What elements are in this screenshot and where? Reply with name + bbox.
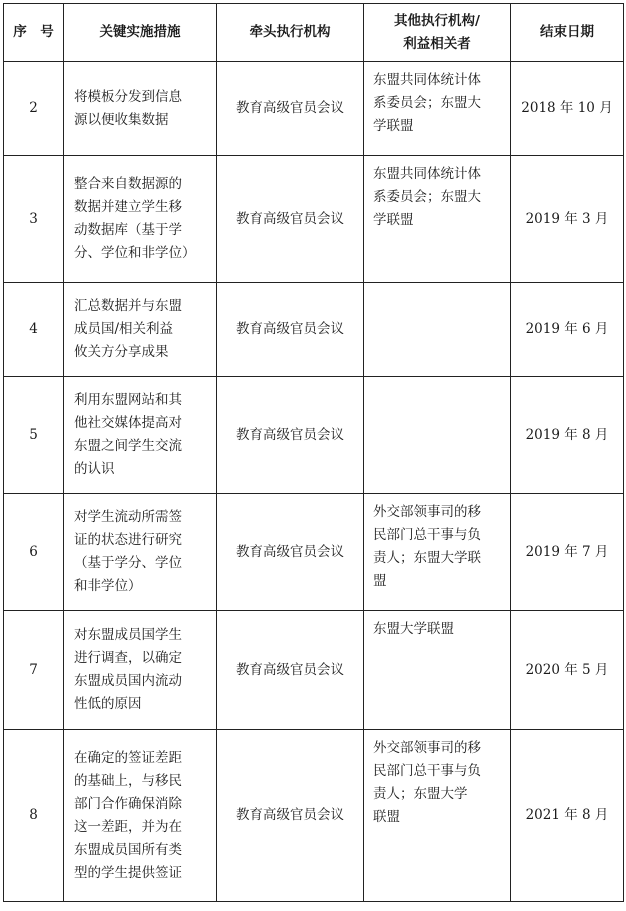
- end-date-cell: 2018 年 10 月: [511, 62, 624, 156]
- header-other-agencies: [364, 4, 511, 62]
- header-measure: 关键实施措施: [64, 4, 217, 62]
- measure-cell: [64, 156, 217, 283]
- row-number: 6: [4, 494, 64, 611]
- measure-cell: [64, 377, 217, 494]
- lead-agency-cell: 教育高级官员会议: [217, 62, 364, 156]
- other-agencies-line: 系委员会；东盟大: [373, 95, 481, 111]
- lead-agency-cell: 教育高级官员会议: [217, 611, 364, 730]
- header-end-date: 结束日期: [511, 4, 624, 62]
- header-no: 序 号: [4, 4, 64, 62]
- table-row: [4, 611, 624, 730]
- lead-agency-cell: 教育高级官员会议: [217, 156, 364, 283]
- measure-line: （基于学分、学位: [74, 555, 182, 571]
- table-row: [4, 62, 624, 156]
- other-agencies-cell: [364, 156, 511, 283]
- header-other-line2: 利益相关者: [403, 35, 471, 52]
- measure-line: 东盟成员国内流动: [74, 673, 182, 689]
- measure-line: 的认识: [74, 461, 115, 477]
- measure-line: 攸关方分享成果: [74, 344, 169, 360]
- row-number: 2: [4, 62, 64, 156]
- measure-line: 这一差距，并为在: [74, 818, 182, 835]
- measure-line: 汇总数据并与东盟: [74, 298, 182, 314]
- table-row: [4, 494, 624, 611]
- row-number: 4: [4, 283, 64, 377]
- header-other-line1: 其他执行机构/: [394, 12, 480, 29]
- other-agencies-cell: [364, 730, 511, 902]
- other-agencies-line: 外交部领事司的移: [373, 740, 481, 756]
- measure-line: 型的学生提供签证: [74, 864, 182, 881]
- measure-line: 分、学位和非学位）: [74, 245, 196, 261]
- measure-line: 对学生流动所需签: [74, 509, 182, 525]
- measure-cell: [64, 283, 217, 377]
- measure-line: 部门合作确保消除: [74, 795, 182, 812]
- measure-line: 对东盟成员国学生: [74, 627, 182, 643]
- other-agencies-cell: [364, 283, 511, 377]
- measure-line: 东盟成员国所有类: [74, 841, 182, 858]
- other-agencies-line: 系委员会；东盟大: [373, 189, 481, 205]
- other-agencies-cell: [364, 62, 511, 156]
- other-agencies-line: 东盟大学联盟: [373, 621, 454, 637]
- measure-line: 成员国/相关利益: [74, 321, 174, 337]
- measure-cell: [64, 494, 217, 611]
- lead-agency-cell: 教育高级官员会议: [217, 283, 364, 377]
- other-agencies-line: 东盟共同体统计体: [373, 166, 481, 182]
- table-row: [4, 283, 624, 377]
- measure-line: 的基础上，与移民: [74, 772, 182, 789]
- other-agencies-line: 盟: [373, 573, 387, 589]
- other-agencies-line: 东盟共同体统计体: [373, 72, 481, 88]
- other-agencies-line: 联盟: [373, 809, 400, 825]
- measure-line: 在确定的签证差距: [74, 749, 182, 766]
- lead-agency-cell: 教育高级官员会议: [217, 377, 364, 494]
- measure-line: 他社交媒体提高对: [74, 415, 182, 431]
- table-row: [4, 730, 624, 902]
- row-number: 7: [4, 611, 64, 730]
- other-agencies-line: 民部门总干事与负: [373, 763, 481, 779]
- row-number: 5: [4, 377, 64, 494]
- end-date-cell: 2019 年 7 月: [511, 494, 624, 611]
- other-agencies-cell: [364, 377, 511, 494]
- measure-line: 源以便收集数据: [74, 111, 169, 128]
- other-agencies-cell: [364, 494, 511, 611]
- lead-agency-cell: 教育高级官员会议: [217, 494, 364, 611]
- measure-line: 证的状态进行研究: [74, 532, 182, 548]
- lead-agency-cell: 教育高级官员会议: [217, 730, 364, 902]
- other-agencies-line: 责人；东盟大学: [373, 786, 468, 802]
- measure-cell: [64, 611, 217, 730]
- measure-line: 数据并建立学生移: [74, 199, 182, 215]
- row-number: 8: [4, 730, 64, 902]
- row-number: 3: [4, 156, 64, 283]
- measure-line: 将模板分发到信息: [74, 88, 182, 105]
- end-date-cell: 2019 年 6 月: [511, 283, 624, 377]
- measure-cell: [64, 62, 217, 156]
- end-date-cell: 2021 年 8 月: [511, 730, 624, 902]
- table-row: [4, 156, 624, 283]
- header-lead-agency: 牵头执行机构: [217, 4, 364, 62]
- other-agencies-line: 民部门总干事与负: [373, 527, 481, 543]
- measure-line: 动数据库（基于学: [74, 222, 182, 238]
- other-agencies-cell: [364, 611, 511, 730]
- measures-table: [3, 3, 624, 902]
- other-agencies-line: 学联盟: [373, 118, 414, 134]
- measure-line: 整合来自数据源的: [74, 176, 182, 192]
- other-agencies-line: 责人；东盟大学联: [373, 550, 481, 566]
- measure-line: 和非学位）: [74, 578, 142, 594]
- measure-line: 进行调查，以确定: [74, 650, 182, 666]
- header-row: [4, 4, 624, 62]
- measure-line: 东盟之间学生交流: [74, 438, 182, 454]
- table-row: [4, 377, 624, 494]
- end-date-cell: 2019 年 8 月: [511, 377, 624, 494]
- end-date-cell: 2019 年 3 月: [511, 156, 624, 283]
- other-agencies-line: 外交部领事司的移: [373, 504, 481, 520]
- other-agencies-line: 学联盟: [373, 212, 414, 228]
- measure-cell: [64, 730, 217, 902]
- measure-line: 性低的原因: [74, 696, 142, 712]
- measure-line: 利用东盟网站和其: [74, 392, 182, 408]
- end-date-cell: 2020 年 5 月: [511, 611, 624, 730]
